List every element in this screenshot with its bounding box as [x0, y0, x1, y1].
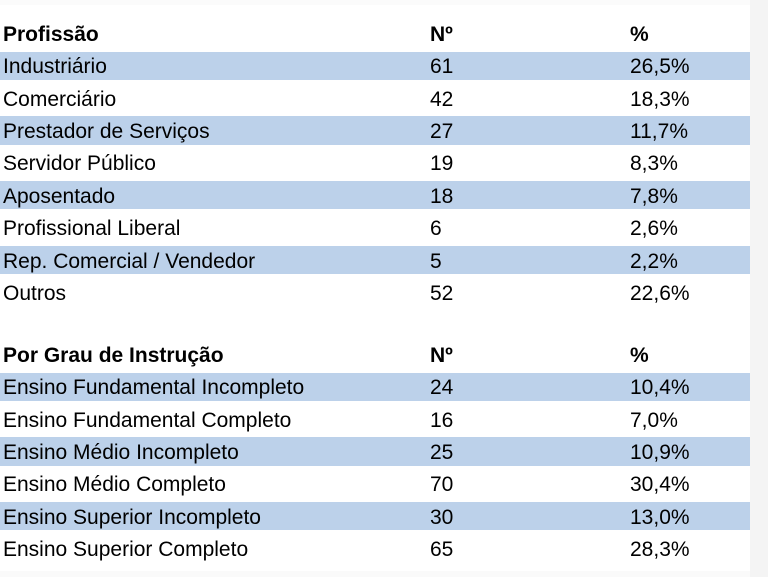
row-count: 24 — [430, 376, 454, 400]
education-column-header-count: Nº — [430, 343, 453, 367]
table-row — [0, 212, 750, 244]
table-row — [0, 372, 750, 404]
profession-table-title: Profissão — [3, 22, 99, 46]
row-label: Profissional Liberal — [3, 217, 181, 241]
row-percent: 7,8% — [630, 184, 678, 208]
table-row — [0, 115, 750, 147]
education-table-title: Por Grau de Instrução — [3, 343, 224, 367]
row-percent: 10,9% — [630, 440, 690, 464]
page-margin-top — [0, 0, 750, 5]
row-percent: 7,0% — [630, 408, 678, 432]
row-percent: 10,4% — [630, 376, 690, 400]
row-label: Ensino Superior Completo — [3, 538, 249, 562]
row-label: Ensino Superior Incompleto — [3, 505, 261, 529]
row-count: 65 — [430, 538, 454, 562]
row-percent: 22,6% — [630, 281, 690, 305]
table-row — [0, 436, 750, 468]
row-count: 42 — [430, 87, 454, 111]
row-count: 18 — [430, 184, 454, 208]
profession-table — [0, 18, 750, 310]
row-percent: 30,4% — [630, 473, 690, 497]
row-count: 30 — [430, 505, 454, 529]
row-label: Ensino Fundamental Completo — [3, 408, 292, 432]
row-percent: 8,3% — [630, 152, 678, 176]
row-label: Industriário — [3, 55, 107, 79]
profession-column-header-count: Nº — [430, 22, 453, 46]
profession-table-header-row — [0, 18, 750, 51]
page-margin-bottom — [0, 571, 750, 577]
table-row — [0, 533, 750, 565]
row-count: 70 — [430, 473, 454, 497]
row-count: 52 — [430, 281, 454, 305]
table-row — [0, 469, 750, 501]
row-label: Aposentado — [3, 184, 116, 208]
table-row — [0, 404, 750, 436]
row-percent: 2,2% — [630, 249, 678, 273]
row-label: Ensino Médio Incompleto — [3, 440, 239, 464]
row-percent: 2,6% — [630, 217, 678, 241]
page-margin-right — [750, 0, 768, 577]
row-count: 19 — [430, 152, 454, 176]
table-row — [0, 245, 750, 277]
row-percent: 18,3% — [630, 87, 690, 111]
row-count: 25 — [430, 440, 454, 464]
education-table — [0, 339, 750, 566]
row-label: Ensino Médio Completo — [3, 473, 226, 497]
profession-table-rows — [0, 51, 750, 310]
education-table-rows — [0, 372, 750, 566]
table-row — [0, 277, 750, 309]
row-label: Servidor Público — [3, 152, 156, 176]
education-table-header-row — [0, 339, 750, 372]
table-row — [0, 148, 750, 180]
row-percent: 13,0% — [630, 505, 690, 529]
row-count: 16 — [430, 408, 454, 432]
table-row — [0, 180, 750, 212]
education-column-header-percent: % — [630, 343, 649, 367]
table-row — [0, 501, 750, 533]
row-percent: 28,3% — [630, 538, 690, 562]
row-label: Rep. Comercial / Vendedor — [3, 249, 256, 273]
row-label: Prestador de Serviços — [3, 119, 210, 143]
row-label: Ensino Fundamental Incompleto — [3, 376, 305, 400]
row-count: 5 — [430, 249, 442, 273]
row-label: Comerciário — [3, 87, 117, 111]
row-label: Outros — [3, 281, 67, 305]
row-count: 6 — [430, 217, 442, 241]
table-row — [0, 83, 750, 115]
row-percent: 26,5% — [630, 55, 690, 79]
row-count: 61 — [430, 55, 454, 79]
row-count: 27 — [430, 119, 454, 143]
profession-column-header-percent: % — [630, 22, 649, 46]
row-percent: 11,7% — [630, 119, 688, 143]
table-row — [0, 51, 750, 83]
